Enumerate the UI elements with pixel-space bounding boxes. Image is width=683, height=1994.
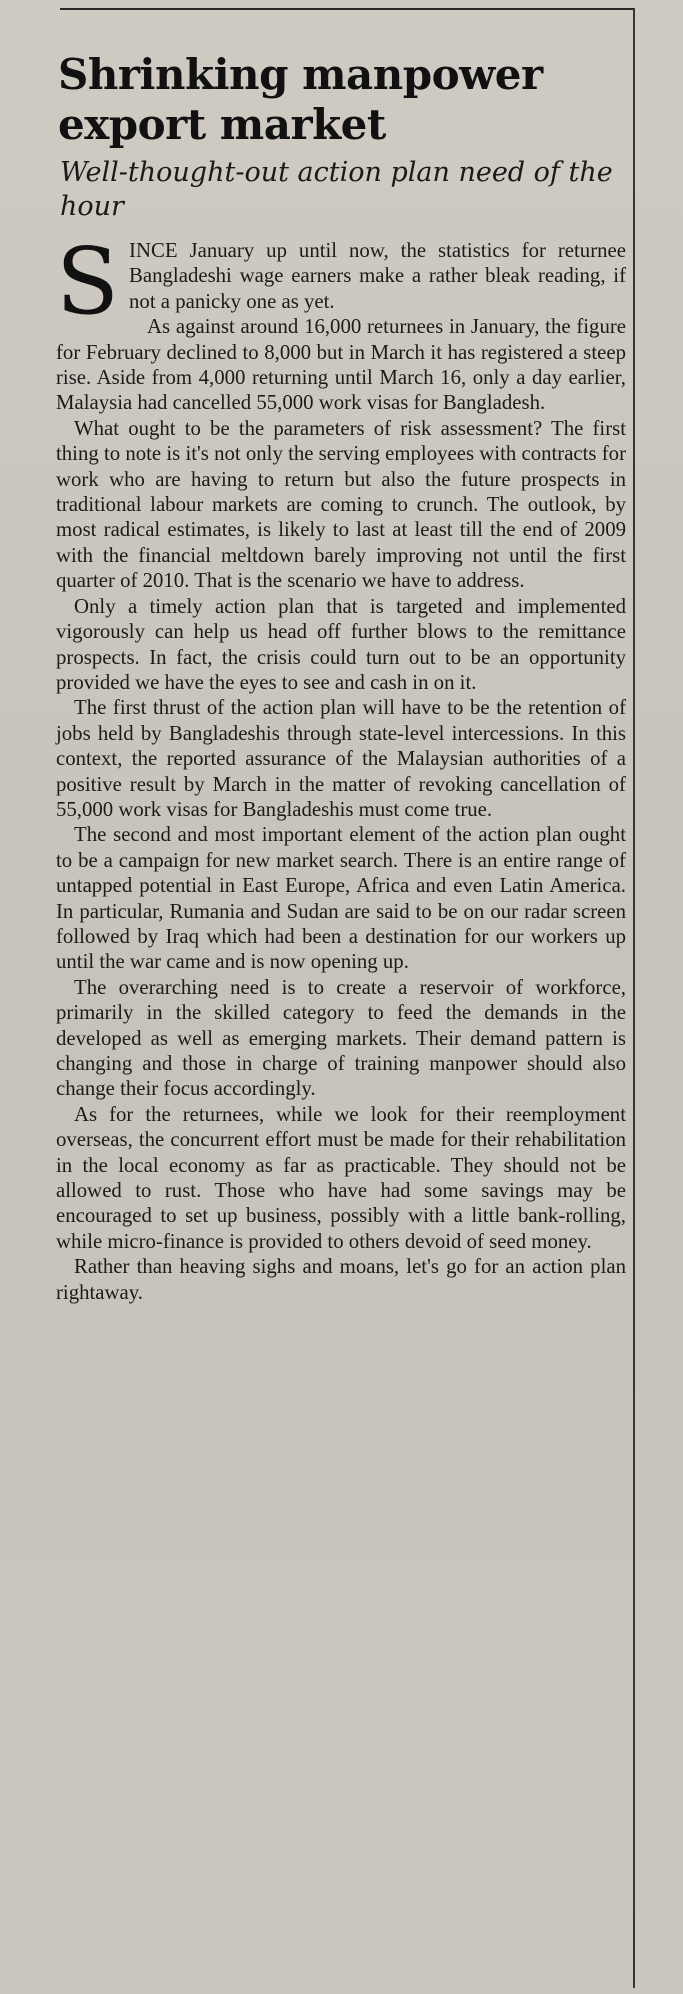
article-column — [56, 22, 626, 1305]
paragraph-9: Rather than heaving sighs and moans, let's go for an action plan rightaway. — [56, 1255, 626, 1304]
headline: Shrinking manpower export market — [58, 50, 543, 149]
paragraph-7: The overarching need is to create a reservoir of workforce, primarily in the skilled category to feed the demands in the developed as well as emerging markets. Their demand pattern is changing and those in charge of training manpower should also change their focus accordingly. — [56, 975, 626, 1101]
paragraph-8: As for the returnees, while we look for their reemployment overseas, the concurrent effort must be made for their rehabilitation in the local economy as far as practicable. They should not be allowed to rust. Those who have had some savings may be encouraged to set up business, possibly with a little bank-rolling, while micro-finance is provided to others devoid of seed money. — [56, 1102, 626, 1253]
article-body — [56, 228, 626, 1305]
paragraph-5: The first thrust of the action plan will have to be the retention of jobs held by Bangladeshis through state-level intercessions. In this context, the reported assurance of the Malaysian authorities of a positive result by March in the matter of revoking cancellation of 55,000 work visas for Bangladeshis must come true. — [56, 696, 626, 821]
subheadline: Well-thought-out action plan need of the hour — [60, 157, 613, 222]
paragraph-3: What ought to be the parameters of risk assessment? The first thing to note is it's not only the serving employees with contracts for work who are having to return but also the future prospects in traditional labour markets are coming to crunch. The outlook, by most radical estimates, is likely to last at least till the end of 2009 with the financial meltdown barely improving not until the first quarter of 2010. That is the scenario we have to address. — [56, 416, 626, 593]
drop-cap: S — [56, 228, 120, 335]
column-rule — [633, 8, 635, 1988]
top-rule — [60, 8, 635, 10]
paragraph-1-text: INCE January up until now, the statistics for returnee Bangladeshi wage earners make a rather bleak reading, if not a panicky one as yet. — [129, 239, 626, 313]
paragraph-1 — [56, 228, 626, 335]
paragraph-4: Only a timely action plan that is targeted and implemented vigorously can help us head off further blows to the remittance prospects. In fact, the crisis could turn out to be an opportunity provided we have the eyes to see and cash in on it. — [56, 594, 626, 694]
paragraph-2: As against around 16,000 returnees in January, the figure for February declined to 8,000 but in March it has registered a steep rise. Aside from 4,000 returning until March 16, only a day earlier, Malaysia had cancelled 55,000 work visas for Bangladesh. — [56, 315, 626, 415]
paragraph-6: The second and most important element of the action plan ought to be a campaign for new market search. There is an entire range of untapped potential in East Europe, Africa and even Latin America. In particular, Rumania and Sudan are said to be on our radar screen followed by Iraq which had been a destination for our workers up until the war came and is now opening up. — [56, 823, 626, 974]
